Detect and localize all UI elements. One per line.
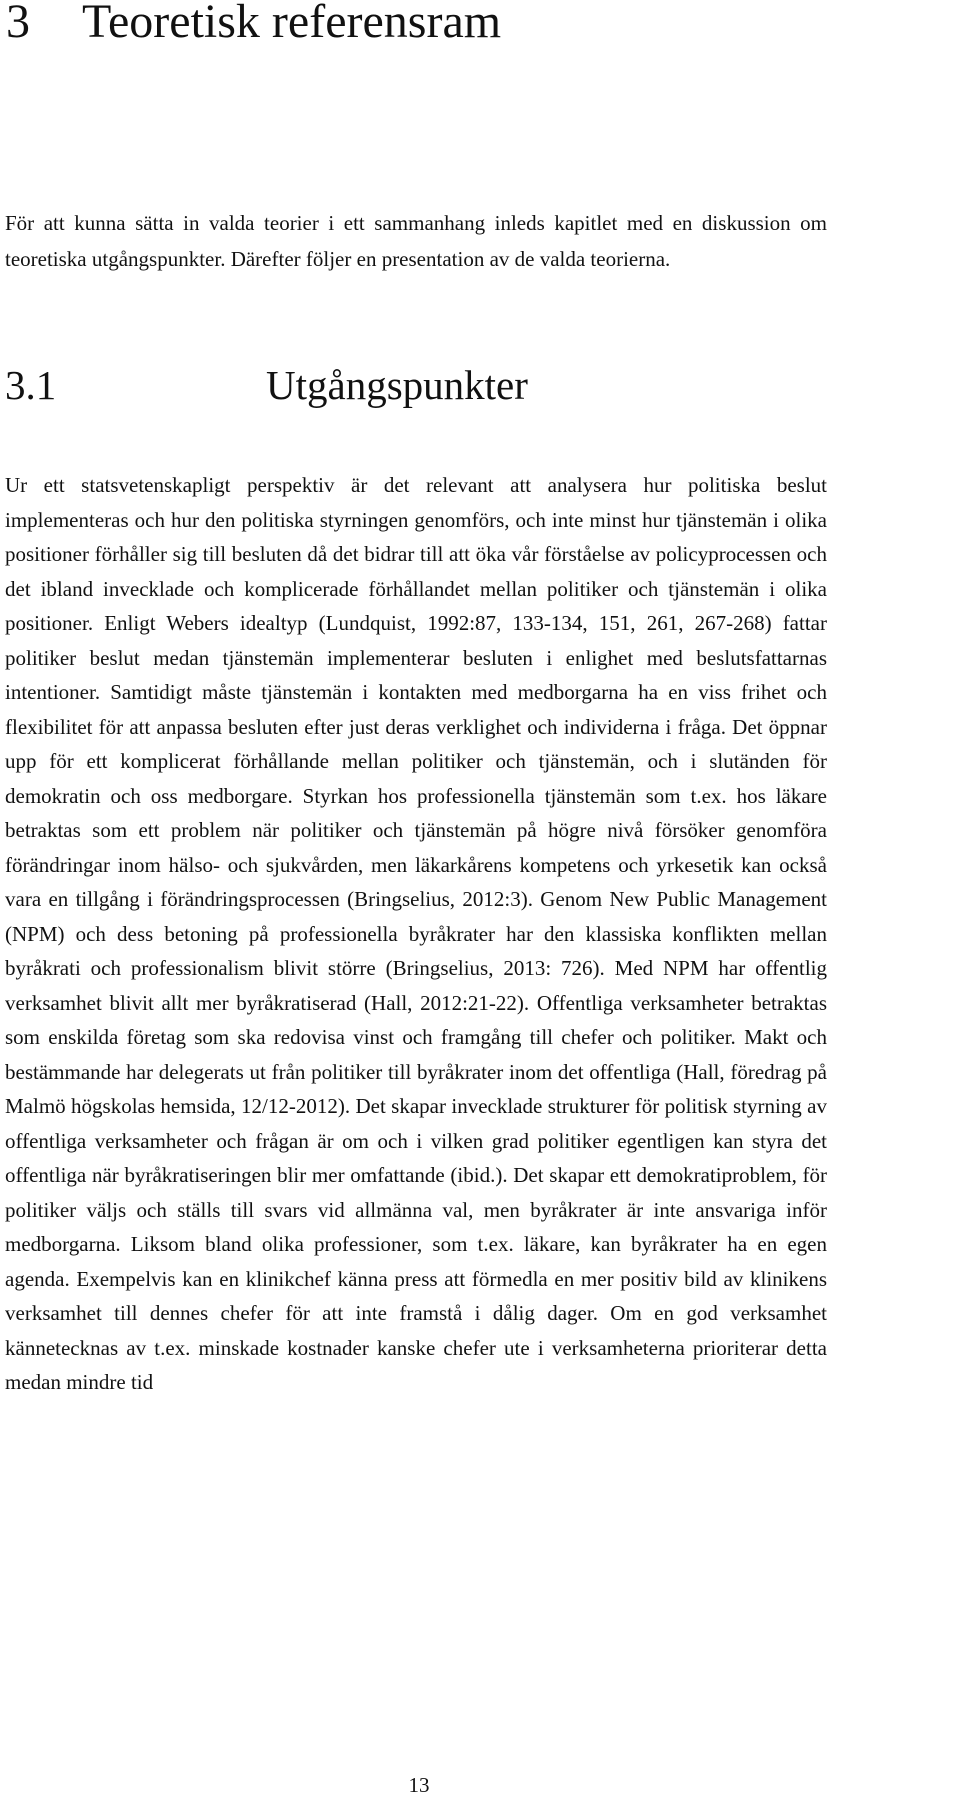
chapter-title: Teoretisk referensram [82,0,502,48]
chapter-heading [6,0,501,50]
section-title: Utgångspunkter [266,362,528,408]
chapter-number: 3 [6,0,30,48]
section-heading [5,360,528,410]
body-paragraph: Ur ett statsvetenskapligt perspektiv är det relevant att analysera hur politiska beslut implementeras och hur den politiska styrningen genomförs, och inte minst hur tjänstemän i olika positioner förhåller sig till besluten då det bidrar till att öka vår förståelse av policyprocessen och det ibland invecklade och komplicerade förhållandet mellan politiker och tjänstemän i olika positioner. Enligt Webers idealtyp (Lundquist, 1992:87, 133-134, 151, 261, 267-268) fattar politiker beslut medan tjänstemän implementerar besluten i enlighet med beslutsfattarnas intentioner. Samtidigt måste tjänstemän i kontakten med medborgarna ha en viss frihet och flexibilitet för att anpassa besluten efter just deras verklighet och individerna i fråga. Det öppnar upp för ett komplicerat förhållande mellan politiker och tjänstemän, och i slutänden för demokratin och oss medborgare. Styrkan hos professionella tjänstemän som t.ex. hos läkare betraktas som ett problem när politiker och tjänstemän på högre nivå försöker genomföra förändringar inom hälso- och sjukvården, men läkarkårens kompetens och yrkesetik kan också vara en tillgång i förändringsprocessen (Bringselius, 2012:3). Genom New Public Management (NPM) och dess betoning på professionella byråkrater har den klassiska konflikten mellan byråkrati och professionalism blivit större (Bringselius, 2013: 726). Med NPM har offentlig verksamhet blivit allt mer byråkratiserad (Hall, 2012:21-22). Offentliga verksamheter betraktas som enskilda företag som ska redovisa vinst och framgång till chefer och politiker. Makt och bestämmande har delegerats ut från politiker till byråkrater inom det offentliga (Hall, föredrag på Malmö högskolas hemsida, 12/12-2012). Det skapar invecklade strukturer för politisk styrning av offentliga verksamheter och frågan är om och i vilken grad politiker egentligen kan styra det offentliga när byråkratiseringen blir mer omfattande (ibid.). Det skapar ett demokratiproblem, för politiker väljs och ställs till svars vid allmänna val, men byråkrater är inte ansvariga inför medborgarna. Liksom bland olika professioner, som t.ex. läkare, kan byråkrater ha en egen agenda. Exempelvis kan en klinikchef känna press att förmedla en mer positiv bild av klinikens verksamhet till dennes chefer för att inte framstå i dålig dager. Om en god verksamhet kännetecknas av t.ex. minskade kostnader kanske chefer ute i verksamheterna prioriterar detta medan mindre tid [5,473,827,1394]
intro-paragraph: För att kunna sätta in valda teorier i ett sammanhang inleds kapitlet med en diskussion om teoretiska utgångspunkter. Därefter följer en presentation av de valda teorierna. [5,211,827,271]
page-number: 13 [408,1773,430,1797]
section-number: 3.1 [5,362,57,408]
